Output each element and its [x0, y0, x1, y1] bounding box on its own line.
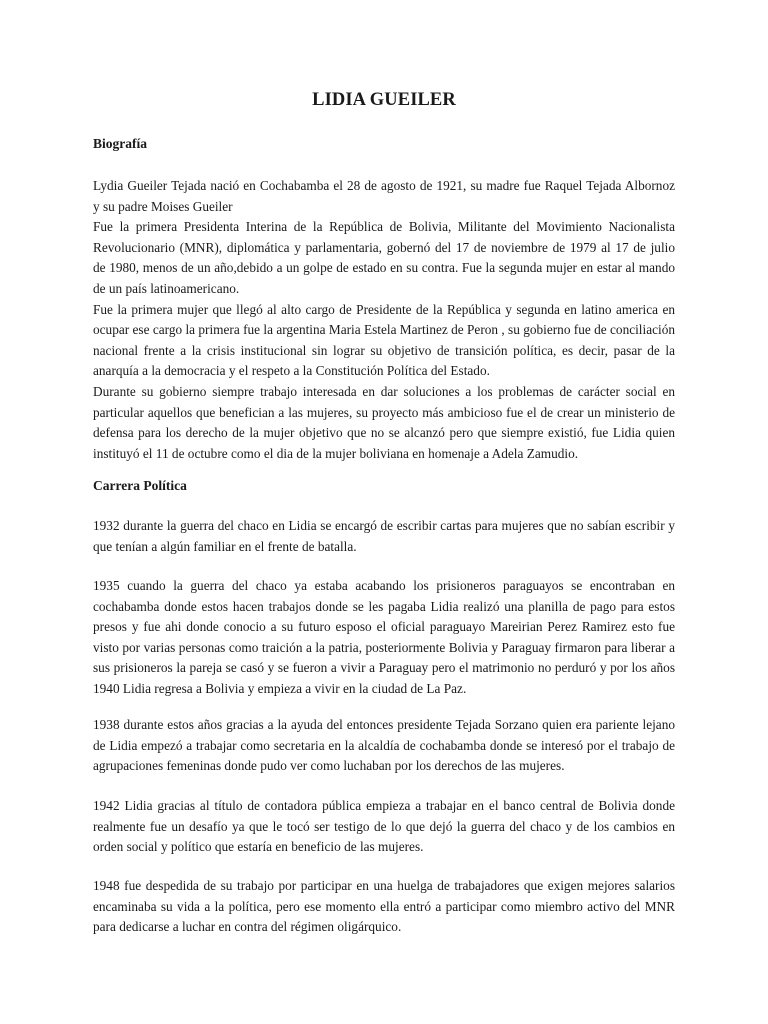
biografia-line: Lydia Gueiler Tejada nació en Cochabamba el 28 de agosto de 1921, su madre fue Raquel Tejada Albornoz [93, 178, 675, 193]
carrera-line: cochabamba donde estos hacen trabajos donde se les pagaba Lidia realizó una planilla de pago para estos [93, 598, 675, 614]
carrera-line: para dedicarse a luchar en contra del régimen oligárquico. [93, 919, 402, 935]
carrera-line: visto por varias personas como traición a la patria, posteriormente Bolivia y Paraguay firmaron para liberar a [93, 639, 675, 655]
carrera-line: 1935 cuando la guerra del chaco ya estaba acabando los prisioneros paraguayos se encontraban en [93, 578, 675, 593]
carrera-paragraph-1935 [93, 576, 675, 700]
biografia-line: nacional frente a la crisis institucional sin lograr su objetivo de transición política, es decir, pasar de la [93, 342, 675, 358]
carrera-line: 1948 fue despedida de su trabajo por participar en una huelga de trabajadores que exigen mejores salarios [93, 878, 675, 893]
section-heading-carrera: Carrera Política [93, 478, 187, 493]
biografia-line: de un país latinoamericano. [93, 280, 240, 296]
carrera-paragraph-1938 [93, 715, 675, 777]
carrera-paragraph-1932 [93, 516, 675, 557]
biografia-line: anarquía a la democracia y el respeto a la Constitución Política del Estado. [93, 363, 490, 379]
carrera-line: 1932 durante la guerra del chaco en Lidia se encargó de escribir cartas para mujeres que no sabían escribir y [93, 518, 675, 533]
carrera-line: realmente fue un desafío ya que le tocó ser testigo de lo que dejó la guerra del chaco y de los cambios en [93, 818, 675, 834]
biografia-line: de 1980, menos de un año,debido a un golpe de estado en su contra. Fue la segunda mujer en estar al mando [93, 260, 675, 276]
carrera-line: orden social y político que estaría en beneficio de las mujeres. [93, 839, 424, 855]
carrera-line: de Lidia empezó a trabajar como secretaria en la alcaldía de cochabamba donde se interesó por el trabajo de [93, 737, 675, 753]
biografia-body [93, 176, 675, 464]
carrera-line: presos y fue ahi donde conocio a su futuro esposo el oficial paraguayo Mareirian Perez Ramirez esto fue [93, 619, 675, 635]
carrera-line: 1940 Lidia regresa a Bolivia y empieza a vivir en la ciudad de La Paz. [93, 680, 467, 696]
carrera-line: 1938 durante estos años gracias a la ayuda del entonces presidente Tejada Sorzano quien era pariente lejano [93, 717, 675, 732]
biografia-line: Revolucionario (MNR), diplomática y parlamentaria, gobernó del 17 de noviembre de 1979 al 17 de julio [93, 239, 675, 255]
carrera-line: 1942 Lidia gracias al título de contadora pública empieza a trabajar en el banco central de Bolivia donde [93, 798, 675, 813]
biografia-line: particular aquellos que benefician a las mujeres, su proyecto más ambicioso fue el de crear un ministerio de [93, 404, 675, 420]
biografia-line: Fue la primera Presidenta Interina de la República de Bolivia, Militante del Movimiento Nacionalista [93, 219, 675, 235]
biografia-line: ocupar ese cargo la primera fue la argentina Maria Estela Martinez de Peron , su gobierno fue de conciliación [93, 322, 675, 338]
carrera-paragraph-1942 [93, 796, 675, 858]
biografia-line: Durante su gobierno siempre trabajo interesada en dar soluciones a los problemas de carácter social en [93, 383, 675, 399]
section-heading-biografia: Biografía [93, 136, 147, 151]
carrera-line: encaminaba su vida a la política, pero ese momento ella entró a participar como miembro activo del MNR [93, 898, 675, 914]
biografia-line: y su padre Moises Gueiler [93, 198, 233, 214]
biografia-line: defensa para los derecho de la mujer objetivo que no se alcanzó pero que siempre existió, fue Lidia quien [93, 425, 675, 441]
carrera-line: que tenían a algún familiar en el frente de batalla. [93, 538, 357, 554]
biografia-line: Fue la primera mujer que llegó al alto cargo de Presidente de la República y segunda en latino america en [93, 301, 675, 317]
biografia-line: instituyó el 11 de octubre como el dia de la mujer boliviana en homenaje a Adela Zamudio. [93, 445, 579, 461]
carrera-line: agrupaciones femeninas donde pudo ver como luchaban por los derechos de las mujeres. [93, 758, 565, 774]
document-title: LIDIA GUEILER [312, 90, 456, 110]
carrera-paragraph-1948 [93, 876, 675, 938]
carrera-line: sus prisioneros la pareja se casó y se fueron a vivir a Paraguay pero el matrimonio no perduró y por los años [93, 660, 675, 676]
